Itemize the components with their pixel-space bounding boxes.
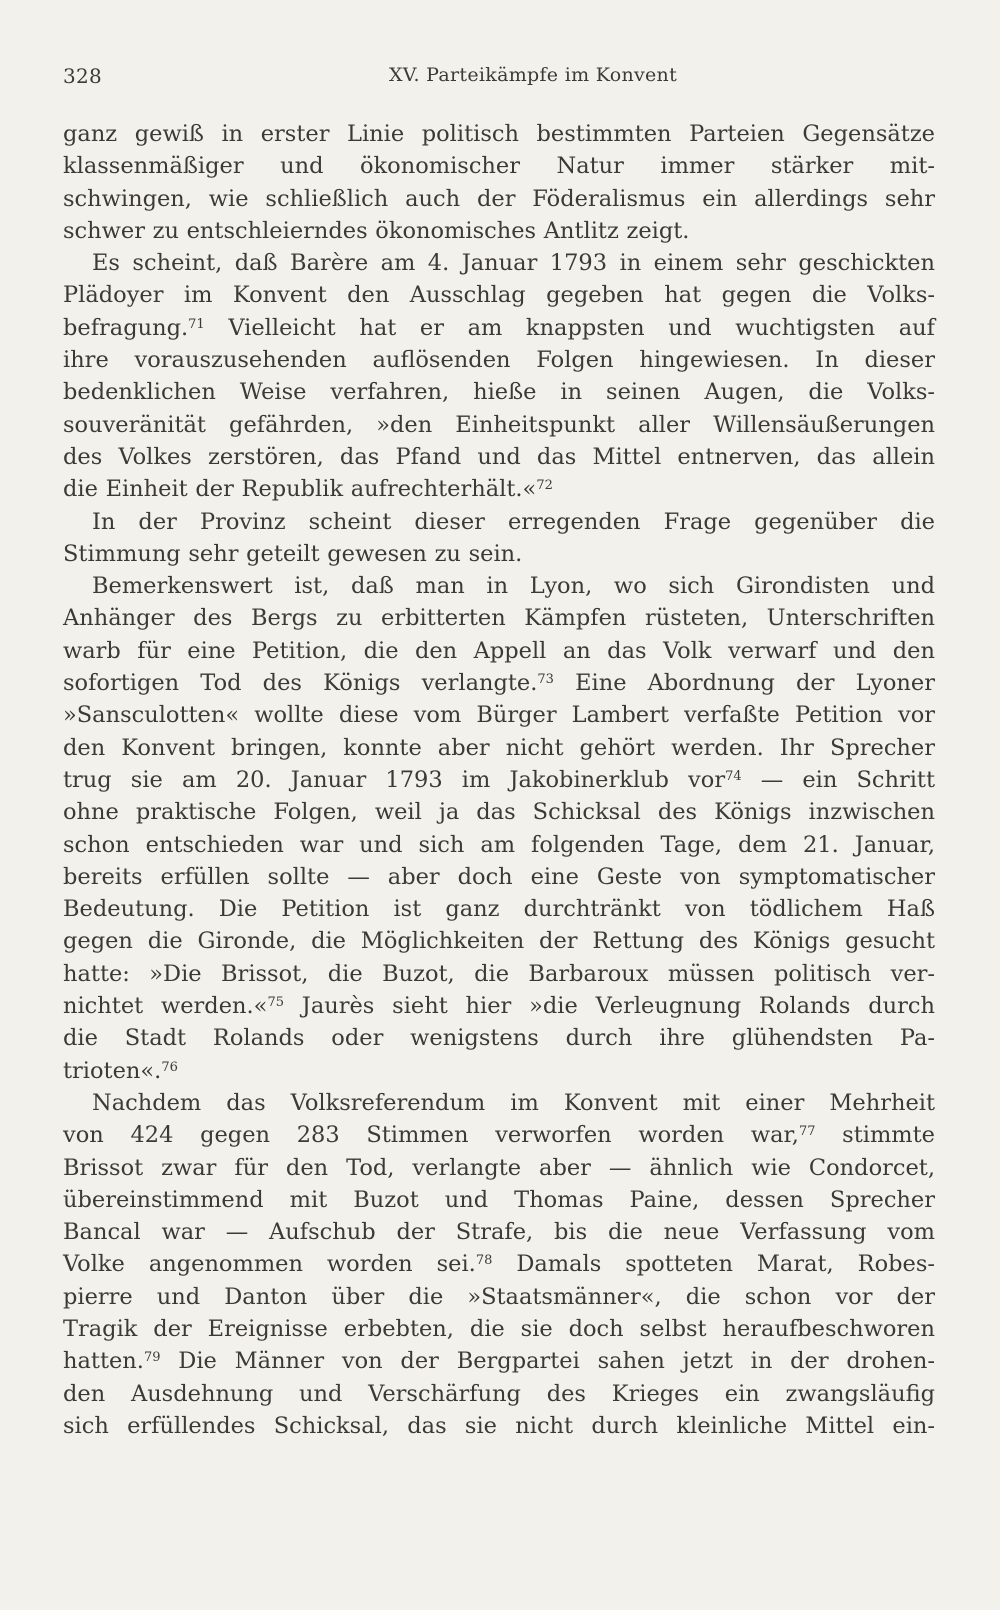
- line-text-continued: stimmte: [815, 1122, 935, 1149]
- text-line: [63, 215, 935, 247]
- footnote-reference: 77: [798, 1124, 816, 1140]
- line-text: nichtet werden.«: [63, 993, 268, 1020]
- line-text: Plädoyer im Konvent den Ausschlag gegeben hat gegen die Volks-: [63, 282, 935, 309]
- text-line: [63, 506, 935, 538]
- text-line: [63, 764, 935, 796]
- line-text: Bemerkenswert ist, daß man in Lyon, wo sich Girondisten und: [92, 573, 935, 600]
- text-line: [63, 1410, 935, 1442]
- line-text-continued: Eine Abordnung der Lyoner: [553, 670, 935, 697]
- text-line: [63, 602, 935, 634]
- line-text: hatte: »Die Brissot, die Buzot, die Barbaroux müssen politisch ver-: [63, 960, 935, 987]
- line-text: gegen die Gironde, die Möglichkeiten der Rettung des Königs gesucht: [63, 928, 935, 955]
- line-text: des Volkes zerstören, das Pfand und das Mittel entnerven, das allein: [63, 443, 935, 470]
- page-header: [63, 64, 935, 94]
- line-text-continued: Jaurès sieht hier »die Verleugnung Rolands durch: [284, 993, 936, 1020]
- text-line: [63, 635, 935, 667]
- footnote-reference: 74: [725, 768, 742, 784]
- text-line: [63, 958, 935, 990]
- text-line: [63, 312, 935, 344]
- line-text: sich erfüllendes Schicksal, das sie nicht durch kleinliche Mittel ein-: [63, 1412, 935, 1439]
- text-line: [63, 1055, 935, 1087]
- text-line: [63, 441, 935, 473]
- text-line: [63, 1022, 935, 1054]
- footnote-reference: 76: [161, 1059, 178, 1075]
- page-number: 328: [63, 64, 103, 88]
- text-line: [63, 1345, 935, 1377]
- text-line: [63, 150, 935, 182]
- text-line: [63, 183, 935, 215]
- line-text: die Stadt Rolands oder wenigstens durch ihre glühendsten Pa-: [63, 1025, 935, 1052]
- text-line: [63, 344, 935, 376]
- footnote-reference: 71: [188, 316, 205, 332]
- line-text: trioten«.: [63, 1057, 162, 1084]
- line-text: bedenklichen Weise verfahren, hieße in seinen Augen, die Volks-: [63, 379, 935, 406]
- line-text: schwer zu entschleierndes ökonomisches Antlitz zeigt.: [63, 217, 690, 244]
- line-text: den Ausdehnung und Verschärfung des Krieges ein zwangsläufig: [63, 1380, 935, 1407]
- line-text-continued: Vielleicht hat er am knappsten und wuchtigsten auf: [204, 314, 935, 341]
- text-line: [63, 893, 935, 925]
- line-text: souveränität gefährden, »den Einheitspunkt aller Willensäußerungen: [63, 411, 935, 438]
- line-text: hatten.: [63, 1348, 144, 1375]
- line-text: schon entschieden war und sich am folgenden Tage, dem 21. Januar,: [63, 831, 935, 858]
- footnote-reference: 72: [536, 478, 553, 494]
- line-text: klassenmäßiger und ökonomischer Natur immer stärker mit-: [63, 153, 935, 180]
- text-line: [63, 1184, 935, 1216]
- footnote-reference: 75: [267, 995, 284, 1011]
- footnote-reference: 73: [537, 672, 554, 688]
- text-line: [63, 1313, 935, 1345]
- line-text: den Konvent bringen, konnte aber nicht gehört werden. Ihr Sprecher: [63, 734, 935, 761]
- line-text: Stimmung sehr geteilt gewesen zu sein.: [63, 540, 523, 567]
- text-line: [63, 699, 935, 731]
- text-line: [63, 667, 935, 699]
- line-text-continued: Damals spotteten Marat, Robes-: [492, 1251, 936, 1278]
- line-text: von 424 gegen 283 Stimmen verworfen worden war,: [63, 1122, 799, 1149]
- line-text: Volke angenommen worden sei.: [63, 1251, 476, 1278]
- line-text-continued: — ein Schritt: [741, 766, 936, 793]
- text-line: [63, 1378, 935, 1410]
- text-line: [63, 376, 935, 408]
- line-text: schwingen, wie schließlich auch der Föderalismus ein allerdings sehr: [63, 185, 935, 212]
- text-line: [63, 1152, 935, 1184]
- line-text: In der Provinz scheint dieser erregenden Frage gegenüber die: [92, 508, 935, 535]
- text-line: [63, 1119, 935, 1151]
- line-text: die Einheit der Republik aufrechterhält.«: [63, 476, 537, 503]
- text-line: [63, 796, 935, 828]
- line-text: ihre vorauszusehenden auflösenden Folgen hingewiesen. In dieser: [63, 347, 935, 374]
- text-line: [63, 279, 935, 311]
- text-line: [63, 118, 935, 150]
- line-text: ganz gewiß in erster Linie politisch bestimmten Parteien Gegensätze: [63, 121, 935, 147]
- line-text: trug sie am 20. Januar 1793 im Jakobinerklub vor: [63, 766, 726, 793]
- text-line: [63, 1281, 935, 1313]
- text-line: [63, 925, 935, 957]
- text-line: [63, 409, 935, 441]
- text-line: [63, 861, 935, 893]
- text-line: [63, 538, 935, 570]
- line-text: Tragik der Ereignisse erbebten, die sie doch selbst heraufbeschworen: [63, 1315, 935, 1342]
- line-text: Bedeutung. Die Petition ist ganz durchtränkt von tödlichem Haß: [63, 896, 935, 923]
- line-text: Brissot zwar für den Tod, verlangte aber — ähnlich wie Condorcet,: [63, 1154, 935, 1181]
- line-text: Bancal war — Aufschub der Strafe, bis die neue Verfassung vom: [63, 1219, 935, 1246]
- line-text: Anhänger des Bergs zu erbitterten Kämpfen rüsteten, Unterschriften: [63, 605, 935, 632]
- text-line: [63, 570, 935, 602]
- line-text: pierre und Danton über die »Staatsmänner«, die schon vor der: [63, 1283, 935, 1310]
- line-text: übereinstimmend mit Buzot und Thomas Paine, dessen Sprecher: [63, 1186, 935, 1213]
- body-text: [63, 118, 935, 1442]
- text-line: [63, 990, 935, 1022]
- line-text: Es scheint, daß Barère am 4. Januar 1793 in einem sehr geschickten: [92, 250, 935, 277]
- line-text-continued: Die Männer von der Bergpartei sahen jetzt in der drohen-: [160, 1348, 935, 1375]
- text-line: [63, 1216, 935, 1248]
- line-text: ohne praktische Folgen, weil ja das Schicksal des Königs inzwischen: [63, 799, 935, 826]
- text-line: [63, 1087, 935, 1119]
- line-text: bereits erfüllen sollte — aber doch eine Geste von symptomatischer: [63, 863, 935, 890]
- line-text: »Sansculotten« wollte diese vom Bürger Lambert verfaßte Petition vor: [63, 702, 935, 729]
- line-text: sofortigen Tod des Königs verlangte.: [63, 670, 538, 697]
- text-line: [63, 732, 935, 764]
- line-text: Nachdem das Volksreferendum im Konvent mit einer Mehrheit: [92, 1089, 935, 1116]
- text-line: [63, 247, 935, 279]
- footnote-reference: 78: [475, 1253, 493, 1269]
- footnote-reference: 79: [143, 1350, 161, 1366]
- text-line: [63, 829, 935, 861]
- running-head: XV. Parteikämpfe im Konvent: [388, 64, 678, 86]
- text-line: [63, 473, 935, 505]
- line-text: warb für eine Petition, die den Appell an das Volk verwarf und den: [63, 637, 935, 664]
- text-line: [63, 1248, 935, 1280]
- line-text: befragung.: [63, 314, 189, 341]
